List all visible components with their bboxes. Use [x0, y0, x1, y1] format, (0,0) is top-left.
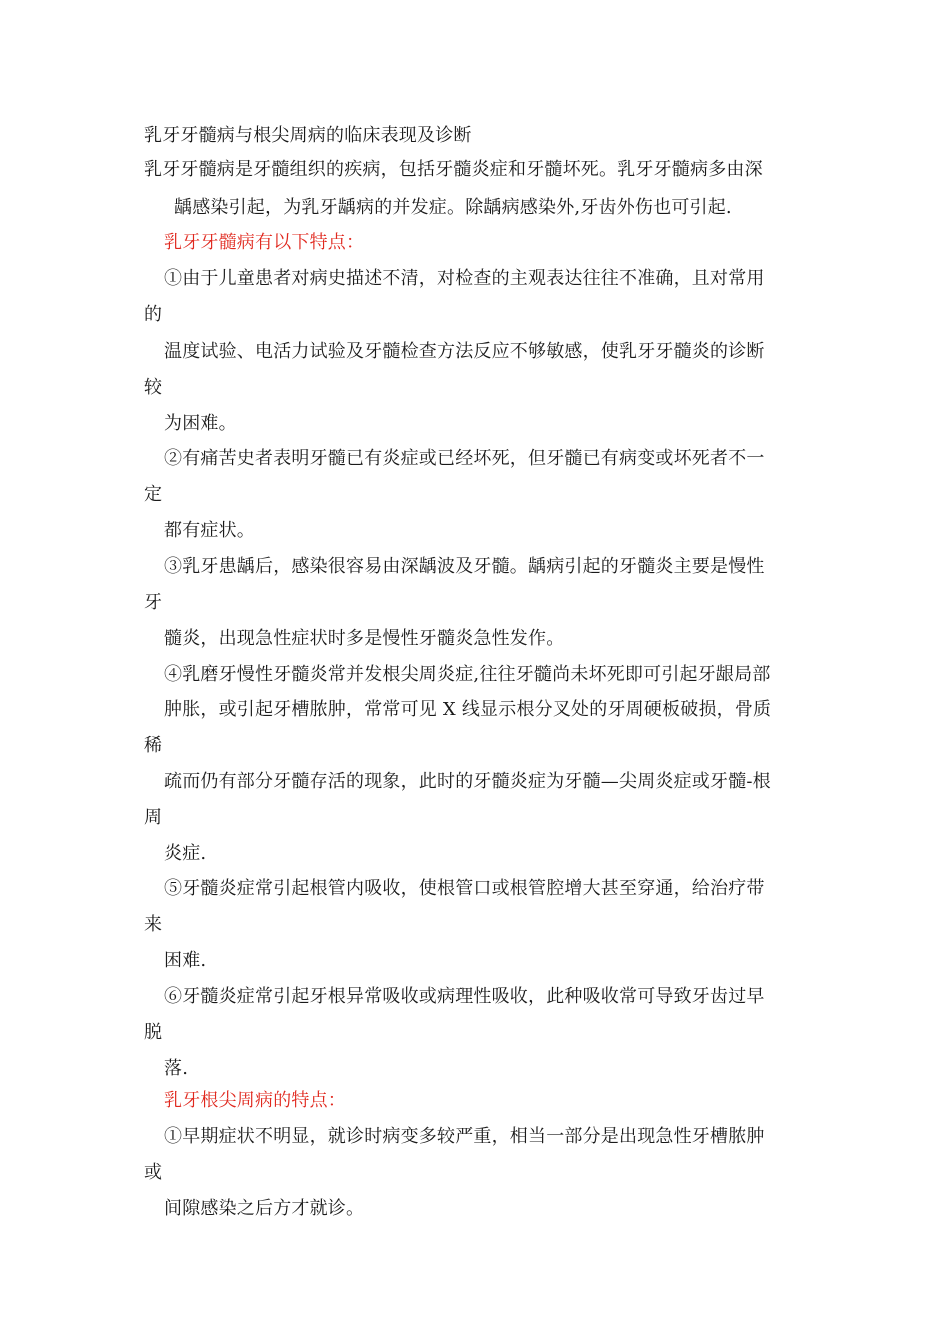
item6-line3: 落.	[164, 1058, 189, 1079]
item2-line2: 定	[144, 484, 163, 505]
item3-line2: 牙	[144, 592, 163, 613]
item2-line1: ②有痛苦史者表明牙髓已有炎症或已经坏死，但牙髓已有病变或坏死者不一	[164, 448, 765, 469]
intro-line-1: 乳牙牙髓病是牙髓组织的疾病，包括牙髓炎症和牙髓坏死。乳牙牙髓病多由深	[144, 159, 763, 180]
item6-line1: ⑥牙髓炎症常引起牙根异常吸收或病理性吸收，此种吸收常可导致牙齿过早	[164, 986, 765, 1007]
document-title: 乳牙牙髓病与根尖周病的临床表现及诊断	[144, 125, 472, 146]
item4-line3: 稀	[144, 735, 163, 756]
item5-line3: 困难.	[164, 950, 207, 971]
section2-item1-line1: ①早期症状不明显，就诊时病变多较严重，相当一部分是出现急性牙槽脓肿	[164, 1126, 765, 1147]
section2-heading: 乳牙根尖周病的特点：	[164, 1090, 346, 1111]
item4-line1: ④乳磨牙慢性牙髓炎常并发根尖周炎症,往往牙髓尚未坏死即可引起牙龈局部	[164, 664, 771, 685]
section2-item1-line3: 间隙感染之后方才就诊。	[164, 1198, 365, 1219]
section1-heading: 乳牙牙髓病有以下特点：	[164, 232, 365, 253]
item6-line2: 脱	[144, 1022, 163, 1043]
item4-line6: 炎症.	[164, 843, 207, 864]
intro-line-2: 龋感染引起，为乳牙龋病的并发症。除龋病感染外,牙齿外伤也可引起.	[174, 197, 732, 218]
item3-line1: ③乳牙患龋后，感染很容易由深龋波及牙髓。龋病引起的牙髓炎主要是慢性	[164, 556, 765, 577]
item1-line4: 较	[144, 377, 163, 398]
item3-line3: 髓炎，出现急性症状时多是慢性牙髓炎急性发作。	[164, 628, 565, 649]
item1-line2: 的	[144, 304, 163, 325]
item1-line1: ①由于儿童患者对病史描述不清，对检查的主观表达往往不准确，且对常用	[164, 268, 765, 289]
item2-line3: 都有症状。	[164, 520, 255, 541]
item5-line2: 来	[144, 914, 163, 935]
item5-line1: ⑤牙髓炎症常引起根管内吸收，使根管口或根管腔增大甚至穿通，给治疗带	[164, 878, 765, 899]
item4-line4: 疏而仍有部分牙髓存活的现象，此时的牙髓炎症为牙髓—尖周炎症或牙髓-根	[164, 771, 771, 792]
item1-line5: 为困难。	[164, 413, 237, 434]
item4-line5: 周	[144, 807, 163, 828]
item1-line3: 温度试验、电活力试验及牙髓检查方法反应不够敏感，使乳牙牙髓炎的诊断	[164, 341, 765, 362]
item4-line2: 肿胀，或引起牙槽脓肿，常常可见 X 线显示根分叉处的牙周硬板破损，骨质	[164, 699, 772, 720]
section2-item1-line2: 或	[144, 1162, 163, 1183]
